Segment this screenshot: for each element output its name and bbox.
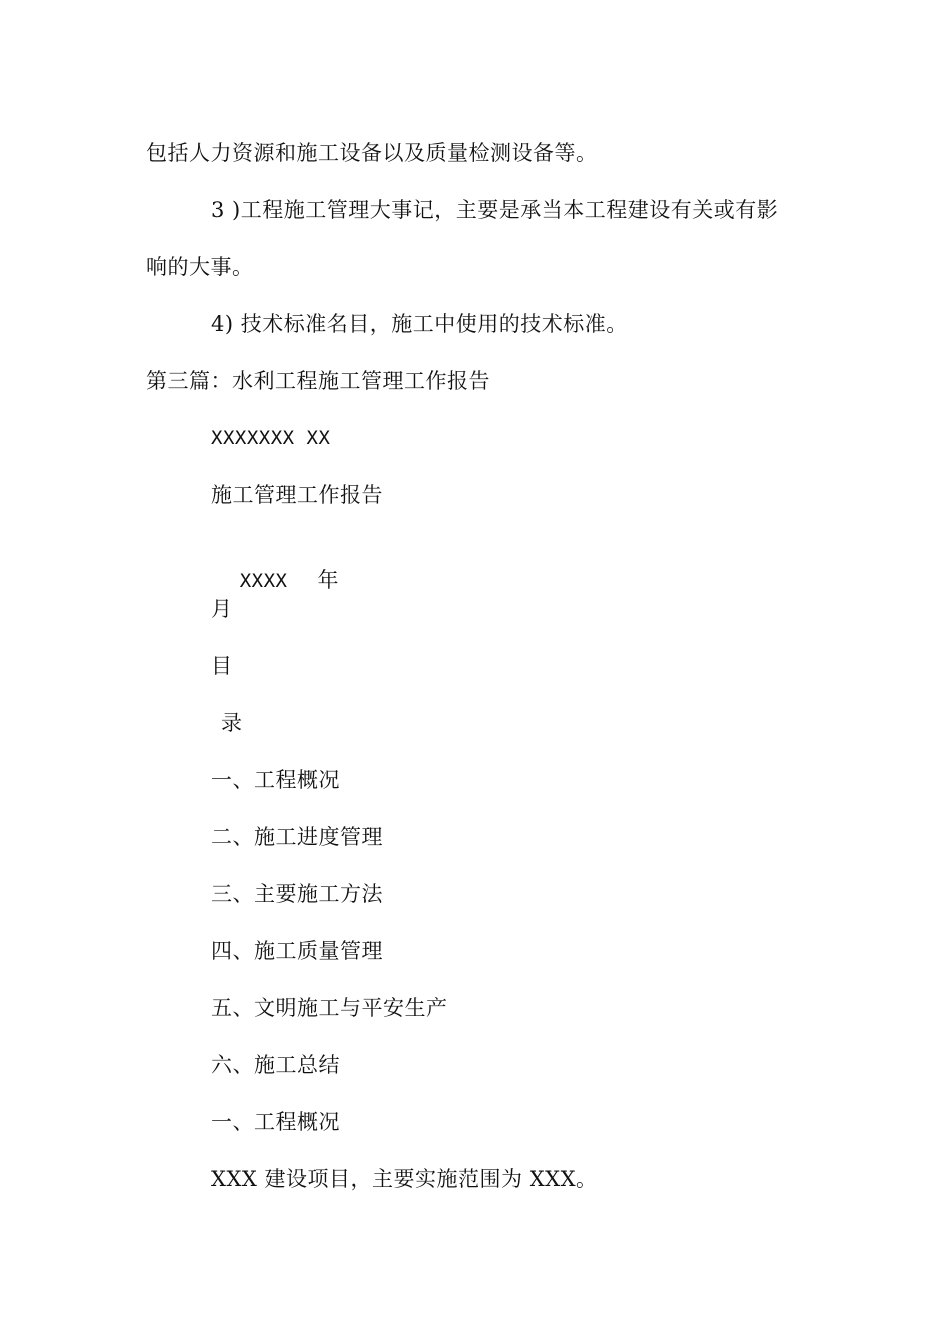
- toc-heading-part2: 录: [221, 711, 243, 735]
- section-title: 一、工程概况: [211, 1110, 340, 1134]
- toc-item: 四、施工质量管理: [211, 939, 383, 963]
- paragraph-text: 响的大事。: [146, 255, 254, 279]
- toc-item: 一、工程概况: [211, 768, 340, 792]
- section-heading: 第三篇：水利工程施工管理工作报告: [146, 369, 490, 393]
- report-title: 施工管理工作报告: [211, 483, 383, 507]
- toc-item: 二、施工进度管理: [211, 825, 383, 849]
- report-date-month: 月: [211, 597, 233, 621]
- paragraph-text: 4) 技术标准名目，施工中使用的技术标准。: [211, 312, 628, 336]
- organization-name: XXXXXXX XX: [211, 427, 331, 449]
- paragraph-text: 包括人力资源和施工设备以及质量检测设备等。: [146, 141, 598, 165]
- toc-item: 三、主要施工方法: [211, 882, 383, 906]
- toc-item: 五、文明施工与平安生产: [211, 996, 448, 1020]
- paragraph-text: 3 )工程施工管理大事记，主要是承当本工程建设有关或有影: [211, 198, 779, 222]
- toc-item: 六、施工总结: [211, 1053, 340, 1077]
- body-text: XXX 建设项目，主要实施范围为 XXX。: [211, 1167, 598, 1191]
- year-value: XXXX: [239, 570, 288, 592]
- toc-heading-part1: 目: [211, 654, 233, 678]
- year-label: 年: [317, 568, 339, 592]
